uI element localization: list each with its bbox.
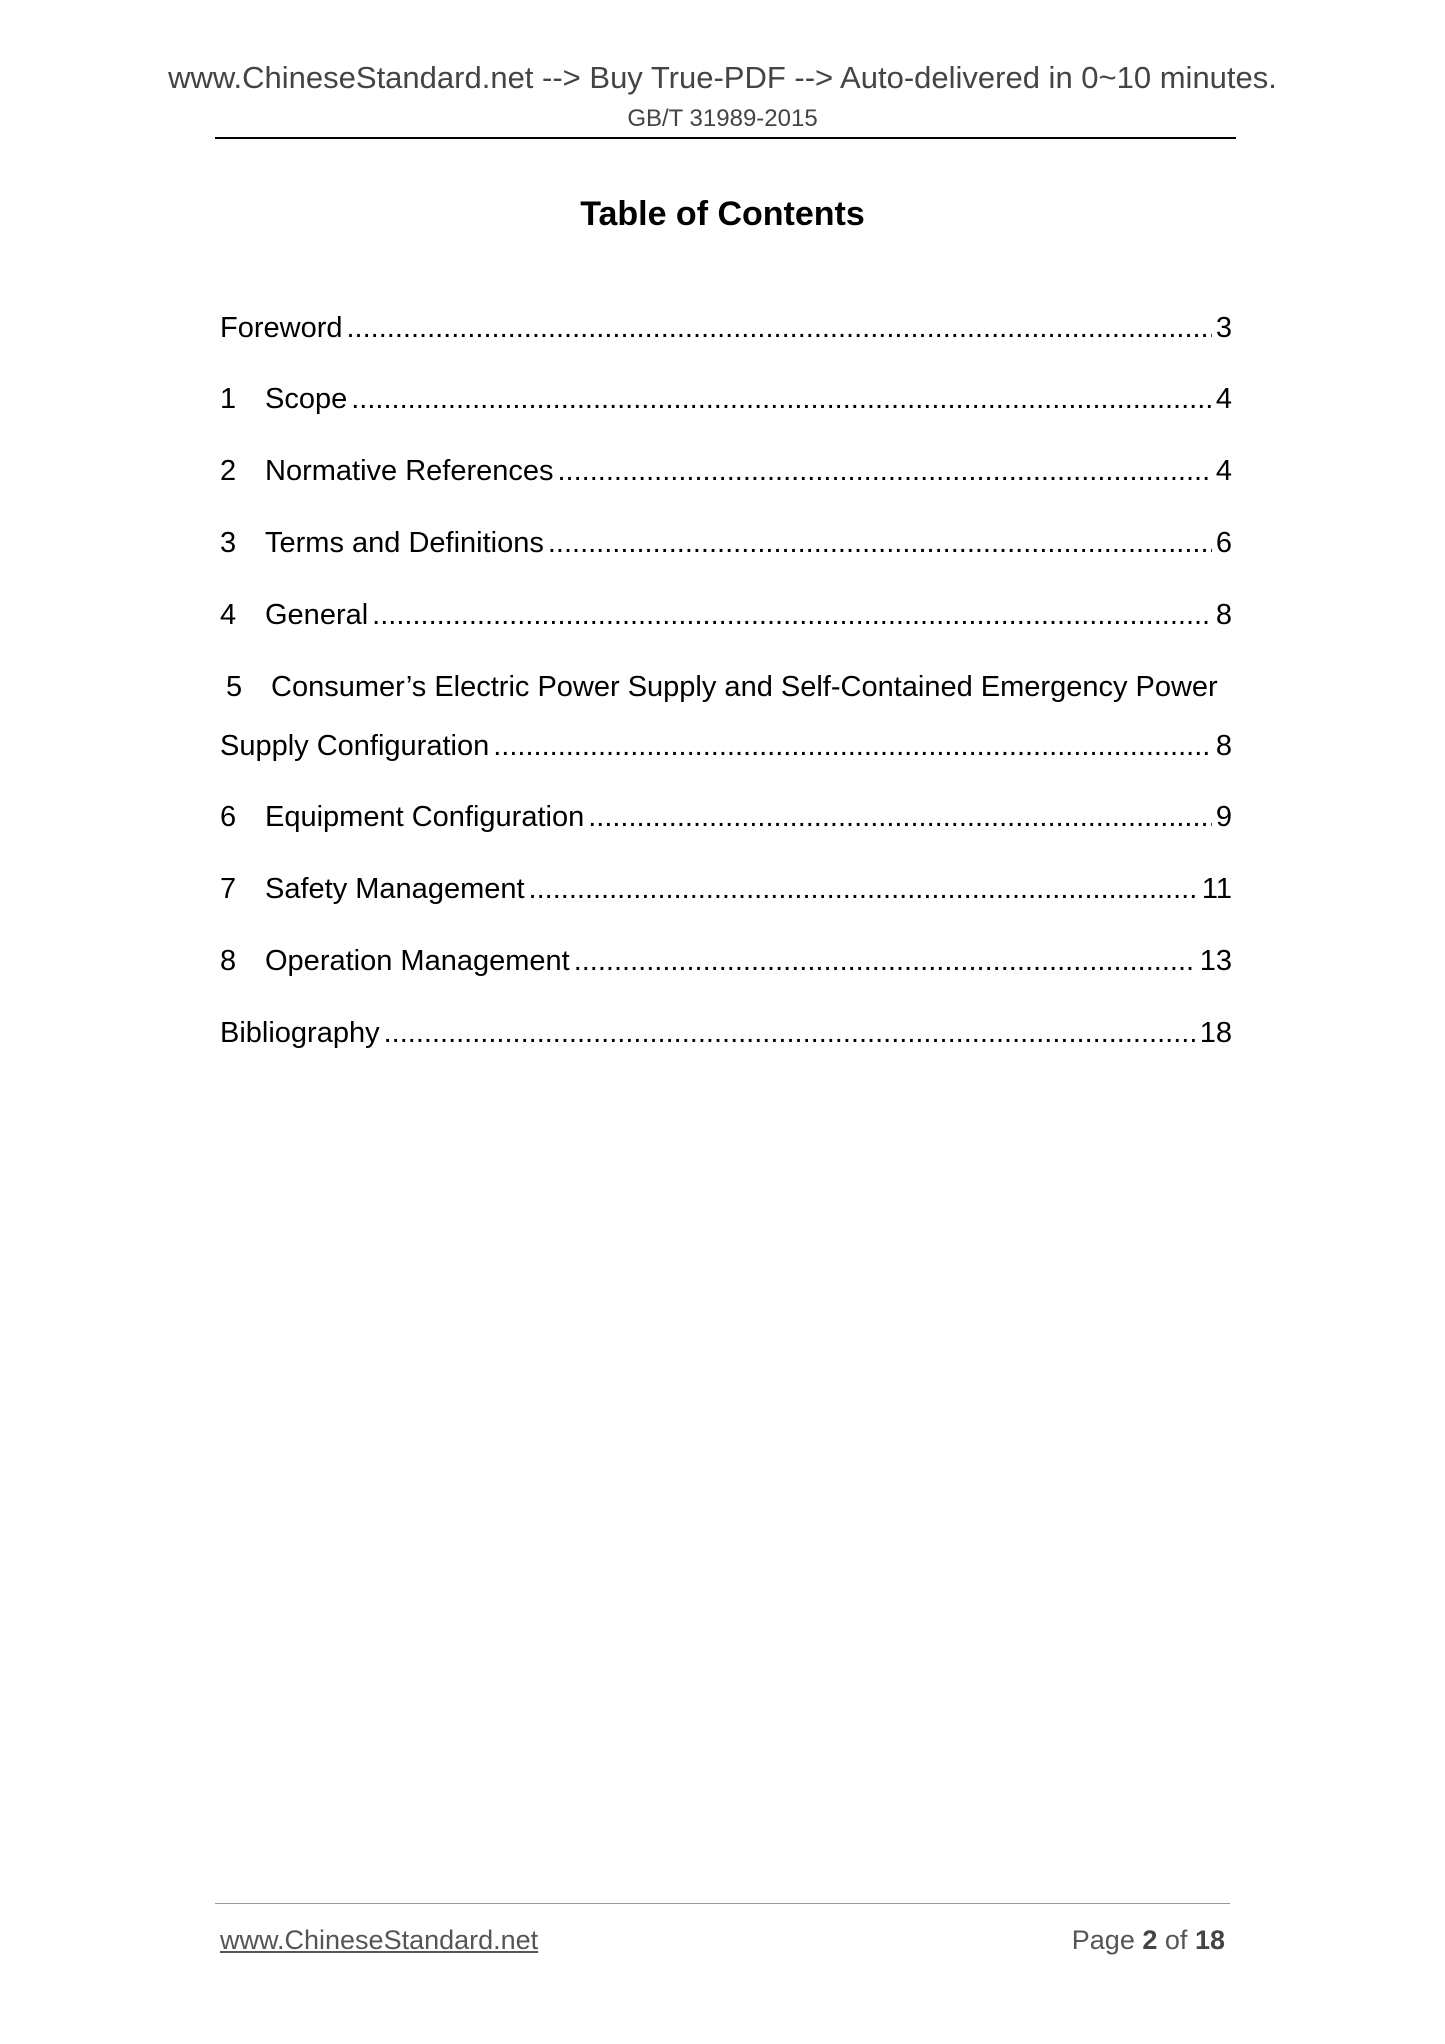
toc-entry-title: Normative References xyxy=(265,455,554,487)
toc-entry-title: General xyxy=(265,599,369,631)
toc-dot-leader xyxy=(347,308,1212,348)
toc-dot-leader xyxy=(548,523,1212,563)
standard-code: GB/T 31989-2015 xyxy=(627,105,818,132)
page-title: Table of Contents xyxy=(580,195,865,233)
page-indicator xyxy=(1072,1922,1225,1958)
toc-entry-power-supply[interactable] xyxy=(220,726,1232,766)
page-of: of xyxy=(1164,1925,1188,1955)
header-divider xyxy=(215,137,1236,139)
toc-entry-page: 4 xyxy=(1215,383,1232,415)
toc-entry-foreword[interactable] xyxy=(220,308,1232,348)
toc-entry-title: Equipment Configuration xyxy=(265,801,585,833)
toc-entry-number: 6 xyxy=(220,801,237,833)
toc-entry-power-supply-line1[interactable] xyxy=(226,667,1232,707)
toc-entry-page: 4 xyxy=(1215,455,1232,487)
toc-dot-leader xyxy=(574,941,1196,981)
toc-entry-title: Foreword xyxy=(220,312,343,344)
toc-dot-leader xyxy=(529,869,1198,909)
toc-entry-number: 3 xyxy=(220,527,237,559)
toc-entry-number: 2 xyxy=(220,455,237,487)
toc-entry-number: 4 xyxy=(220,599,237,631)
toc-dot-leader xyxy=(558,451,1212,491)
total-page-count: 18 xyxy=(1194,1925,1225,1955)
toc-entry-number: 1 xyxy=(220,383,237,415)
toc-entry-title-line1: Consumer’s Electric Power Supply and Self-Contained Emergency Power xyxy=(271,671,1218,703)
toc-entry-number: 7 xyxy=(220,873,237,905)
toc-entry-general[interactable] xyxy=(220,595,1232,635)
header-banner[interactable]: www.ChineseStandard.net --> Buy True-PDF --> Auto-delivered in 0~10 minutes. xyxy=(168,60,1277,95)
toc-dot-leader xyxy=(384,1013,1196,1053)
page-prefix: Page xyxy=(1071,1925,1135,1955)
toc-entry-title: Scope xyxy=(265,383,348,415)
toc-entry-number: 8 xyxy=(220,945,237,977)
toc-dot-leader xyxy=(588,797,1212,837)
toc-entry-page: 8 xyxy=(1215,730,1232,762)
toc-dot-leader xyxy=(493,726,1212,766)
toc-entry-normative-references[interactable] xyxy=(220,451,1232,491)
toc-entry-page: 11 xyxy=(1201,873,1232,905)
toc-entry-title: Safety Management xyxy=(265,873,525,905)
toc-entry-title: Terms and Definitions xyxy=(265,527,544,559)
toc-entry-operation-management[interactable] xyxy=(220,941,1232,981)
toc-entry-title: Supply Configuration xyxy=(220,730,490,762)
toc-entry-page: 6 xyxy=(1215,527,1232,559)
toc-dot-leader xyxy=(372,595,1212,635)
footer-website-link[interactable]: www.ChineseStandard.net xyxy=(220,1925,539,1955)
toc-entry-page: 3 xyxy=(1215,312,1232,344)
toc-entry-scope[interactable] xyxy=(220,379,1232,419)
toc-entry-page: 8 xyxy=(1215,599,1232,631)
current-page-number: 2 xyxy=(1142,1925,1158,1955)
toc-entry-page: 9 xyxy=(1215,801,1232,833)
toc-entry-page: 18 xyxy=(1199,1017,1232,1049)
toc-entry-number: 5 xyxy=(226,671,243,703)
toc-entry-terms-and-definitions[interactable] xyxy=(220,523,1232,563)
toc-entry-bibliography[interactable] xyxy=(220,1013,1232,1053)
toc-dot-leader xyxy=(351,379,1212,419)
footer-divider xyxy=(215,1903,1230,1904)
toc-entry-safety-management[interactable] xyxy=(220,869,1232,909)
toc-entry-title: Operation Management xyxy=(265,945,570,977)
toc-entry-page: 13 xyxy=(1199,945,1232,977)
toc-entry-title: Bibliography xyxy=(220,1017,380,1049)
toc-entry-equipment-configuration[interactable] xyxy=(220,797,1232,837)
